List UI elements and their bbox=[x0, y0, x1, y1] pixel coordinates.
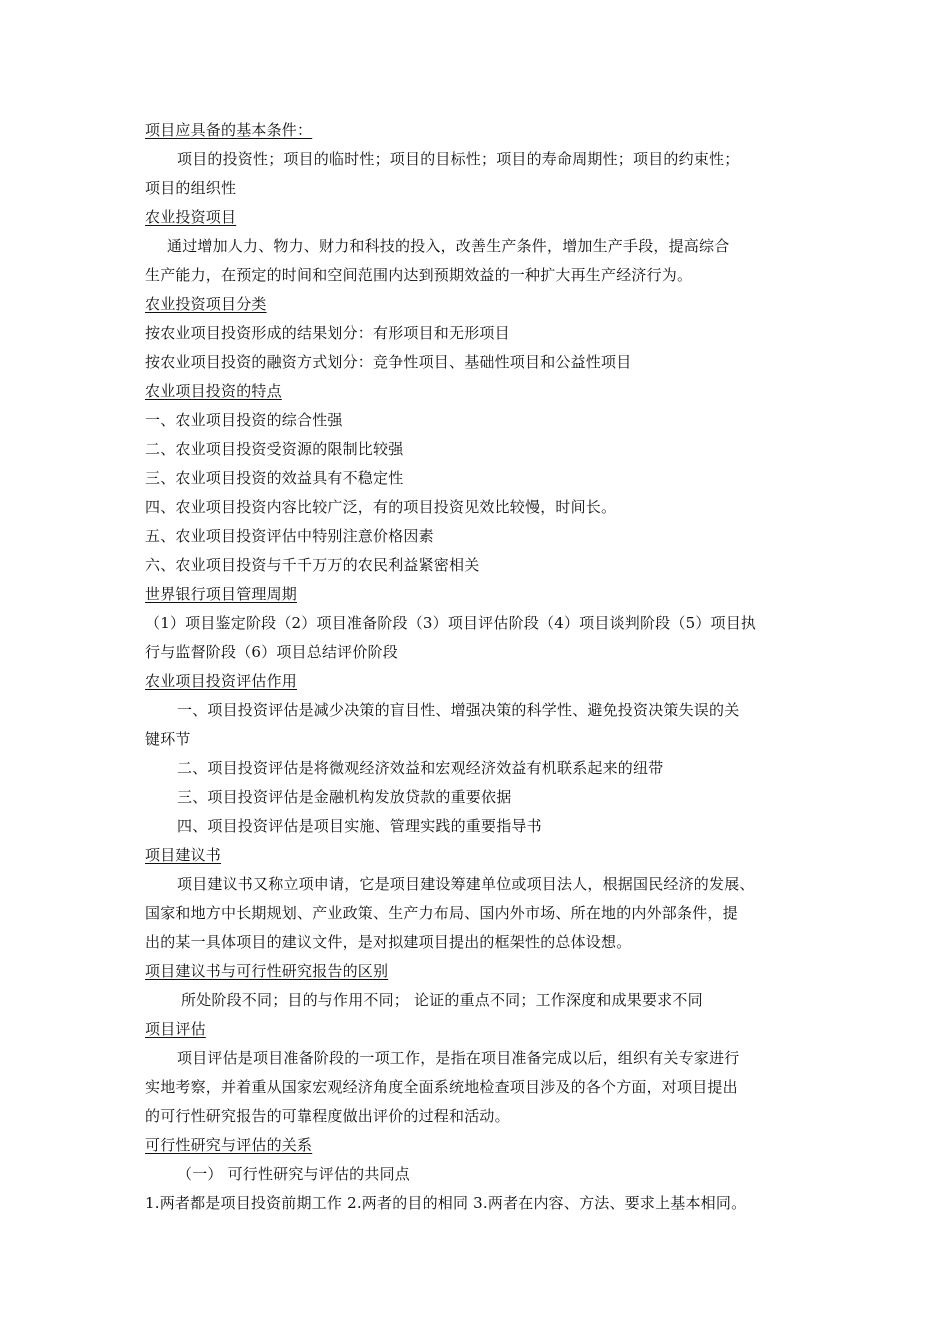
section-heading: 可行性研究与评估的关系 bbox=[145, 1136, 313, 1154]
section-heading: 农业投资项目分类 bbox=[145, 295, 267, 313]
text-line: 按农业项目投资的融资方式划分：竞争性项目、基础性项目和公益性项目 bbox=[145, 353, 632, 371]
text-line: 一、农业项目投资的综合性强 bbox=[145, 411, 343, 429]
section-heading: 项目应具备的基本条件： bbox=[145, 121, 313, 139]
text-line: 五、农业项目投资评估中特别注意价格因素 bbox=[145, 527, 434, 545]
section-heading: 农业项目投资评估作用 bbox=[145, 672, 298, 690]
section-heading: 世界银行项目管理周期 bbox=[145, 585, 298, 603]
section-heading: 项目建议书 bbox=[145, 846, 222, 864]
text-line: 实地考察，并着重从国家宏观经济角度全面系统地检查项目涉及的各个方面，对项目提出 bbox=[145, 1078, 738, 1096]
text-line: 四、农业项目投资内容比较广泛，有的项目投资见效比较慢，时间长。 bbox=[145, 498, 617, 516]
text-line: 国家和地方中长期规划、产业政策、生产力布局、国内外市场、所在地的内外部条件，提 bbox=[145, 904, 738, 922]
text-line: （1）项目鉴定阶段（2）项目准备阶段（3）项目评估阶段（4）项目谈判阶段（5）项目执 bbox=[145, 614, 757, 632]
text-line: 二、农业项目投资受资源的限制比较强 bbox=[145, 440, 404, 458]
text-line: 项目建议书又称立项申请，它是项目建设筹建单位或项目法人，根据国民经济的发展、 bbox=[177, 875, 755, 893]
text-line: 的可行性研究报告的可靠程度做出评价的过程和活动。 bbox=[145, 1107, 510, 1125]
text-line: 所处阶段不同；目的与作用不同； 论证的重点不同；工作深度和成果要求不同 bbox=[181, 991, 703, 1009]
section-heading: 项目评估 bbox=[145, 1020, 206, 1038]
text-line: 1.两者都是项目投资前期工作 2.两者的目的相同 3.两者在内容、方法、要求上基本相同。 bbox=[145, 1194, 747, 1212]
section-heading: 项目建议书与可行性研究报告的区别 bbox=[145, 962, 389, 980]
text-line: 二、项目投资评估是将微观经济效益和宏观经济效益有机联系起来的纽带 bbox=[177, 759, 664, 777]
text-line: 行与监督阶段（6）项目总结评价阶段 bbox=[145, 643, 398, 661]
document-body bbox=[145, 116, 825, 1218]
text-line: 项目的投资性；项目的临时性；项目的目标性；项目的寿命周期性；项目的约束性； bbox=[177, 150, 740, 168]
text-line: 四、项目投资评估是项目实施、管理实践的重要指导书 bbox=[177, 817, 542, 835]
text-line: 项目的组织性 bbox=[145, 179, 237, 197]
section-heading: 农业投资项目 bbox=[145, 208, 237, 226]
text-line: 按农业项目投资形成的结果划分：有形项目和无形项目 bbox=[145, 324, 510, 342]
section-heading: 农业项目投资的特点 bbox=[145, 382, 282, 400]
text-line: 三、项目投资评估是金融机构发放贷款的重要依据 bbox=[177, 788, 512, 806]
text-line: 键环节 bbox=[145, 730, 191, 748]
text-line: 通过增加人力、物力、财力和科技的投入，改善生产条件，增加生产手段，提高综合 bbox=[167, 237, 730, 255]
text-line: 六、农业项目投资与千千万万的农民利益紧密相关 bbox=[145, 556, 480, 574]
text-line: 生产能力，在预定的时间和空间范围内达到预期效益的一种扩大再生产经济行为。 bbox=[145, 266, 693, 284]
text-line: 项目评估是项目准备阶段的一项工作，是指在项目准备完成以后，组织有关专家进行 bbox=[177, 1049, 740, 1067]
text-line: 出的某一具体项目的建议文件，是对拟建项目提出的框架性的总体设想。 bbox=[145, 933, 632, 951]
text-line: 三、农业项目投资的效益具有不稳定性 bbox=[145, 469, 404, 487]
text-line: 一、项目投资评估是减少决策的盲目性、增强决策的科学性、避免投资决策失误的关 bbox=[177, 701, 740, 719]
text-line: （一） 可行性研究与评估的共同点 bbox=[177, 1165, 410, 1183]
